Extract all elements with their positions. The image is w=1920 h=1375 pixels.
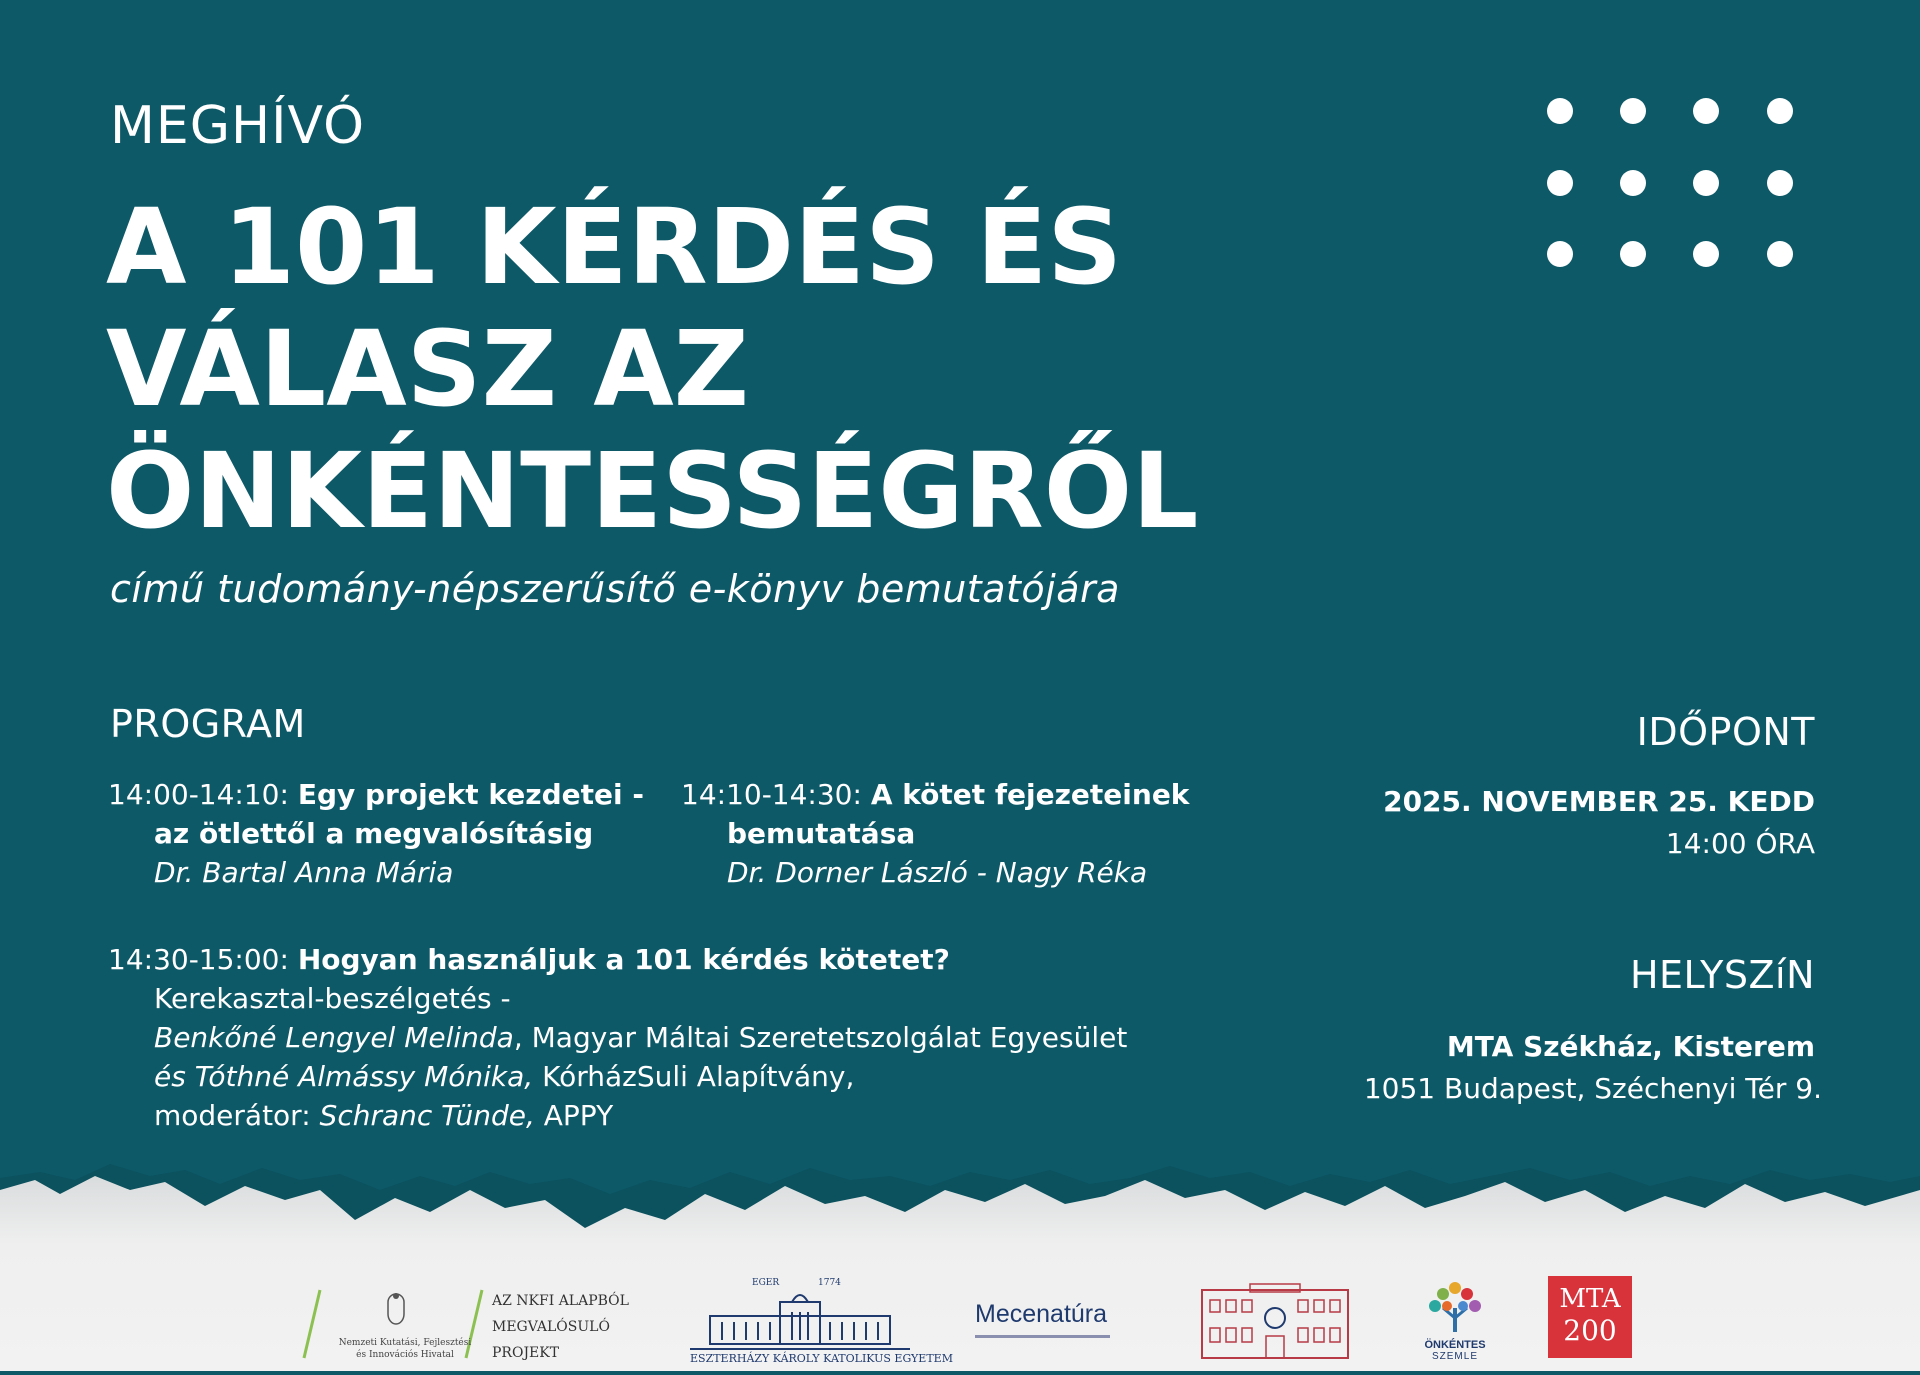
sponsor-logos <box>0 1260 1920 1371</box>
program-item-title-cont: bemutatása <box>727 817 916 850</box>
dot-decoration <box>1547 170 1573 196</box>
venue-heading: HELYSZíN <box>1629 953 1815 997</box>
dot-decoration <box>1693 241 1719 267</box>
red-building-icon <box>1200 1282 1350 1360</box>
dot-decoration <box>1620 170 1646 196</box>
heritage-building-logo <box>1200 1282 1350 1360</box>
nkfi-project-line-2: MEGVALÓSULÓ <box>492 1319 610 1335</box>
venue-address: 1051 Budapest, Széchenyi Tér 9. <box>1363 1072 1822 1105</box>
program-item-title: Hogyan használjuk a 101 kérdés kötetet? <box>297 943 950 976</box>
program-item-speaker: Dr. Dorner László - Nagy Réka <box>727 856 1148 889</box>
nkfih-name-line-2: és Innovációs Hivatal <box>356 1350 454 1360</box>
panelist-name: és Tóthné Almássy Mónika, <box>154 1060 534 1093</box>
nkfih-logo <box>300 1280 640 1370</box>
program-item-speaker: Dr. Bartal Anna Mária <box>154 856 454 889</box>
program-item-1 <box>108 775 668 892</box>
event-title <box>106 186 1198 552</box>
mecenatura-underline <box>975 1335 1110 1338</box>
szemle-word: SZEMLE <box>1431 1351 1478 1362</box>
event-subtitle: című tudomány-népszerűsítő e-könyv bemutatójára <box>110 567 1120 611</box>
moderator-label: moderátor: <box>154 1099 320 1132</box>
program-item-time: 14:10-14:30: <box>681 778 862 811</box>
onkentes-szemle-logo <box>1415 1278 1495 1370</box>
event-title-line-2: VÁLASZ AZ <box>106 308 750 430</box>
panelist-name: Benkőné Lengyel Melinda <box>154 1021 514 1054</box>
eger-label: EGER <box>752 1278 780 1288</box>
dot-grid-decoration <box>1547 98 1787 268</box>
panelist-org: KórházSuli Alapítvány, <box>533 1060 855 1093</box>
dot-decoration <box>1547 241 1573 267</box>
dot-decoration <box>1693 170 1719 196</box>
event-title-line-1: A 101 KÉRDÉS ÉS <box>106 186 1123 308</box>
nkfi-project-line-1: AZ NKFI ALAPBÓL <box>492 1293 629 1309</box>
dot-decoration <box>1767 170 1793 196</box>
program-item-3 <box>108 940 1168 1135</box>
program-item-title-cont: az ötlettől a megvalósításig <box>154 817 594 850</box>
venue-name: MTA Székház, Kisterem <box>1446 1030 1815 1063</box>
program-item-time: 14:30-15:00: <box>108 943 289 976</box>
program-heading: PROGRAM <box>110 702 306 746</box>
mta-label: MTA <box>1559 1284 1621 1314</box>
program-item-2 <box>681 775 1201 892</box>
university-building-icon <box>700 1288 900 1348</box>
onkentes-word: ÖNKÉNTES <box>1424 1339 1486 1351</box>
mta-anniversary-number: 200 <box>1563 1314 1617 1347</box>
event-title-line-3: ÖNKÉNTESSÉGRŐL <box>106 430 1199 552</box>
nkfih-name-line-1: Nemzeti Kutatási, Fejlesztési <box>338 1338 472 1348</box>
mecenatura-logo <box>975 1300 1115 1350</box>
nkfi-project-line-3: PROJEKT <box>492 1345 560 1361</box>
dot-decoration <box>1547 98 1573 124</box>
event-hour: 14:00 ÓRA <box>1665 827 1815 860</box>
university-name: ESZTERHÁZY KÁROLY KATOLIKUS EGYETEM <box>690 1348 910 1365</box>
event-date: 2025. NOVEMBER 25. KEDD <box>1383 785 1815 818</box>
founding-year: 1774 <box>818 1278 841 1288</box>
program-item-time: 14:00-14:10: <box>108 778 289 811</box>
dot-decoration <box>1693 98 1719 124</box>
invitation-kicker: MEGHÍVÓ <box>110 96 366 156</box>
moderator-org: APPY <box>534 1099 614 1132</box>
eszterhazy-university-logo <box>690 1278 953 1370</box>
panelist-org: , Magyar Máltai Szeretetszolgálat Egyesület <box>513 1021 1128 1054</box>
program-item-title: Egy projekt kezdetei - <box>297 778 644 811</box>
dot-decoration <box>1620 98 1646 124</box>
dot-decoration <box>1767 241 1793 267</box>
tree-icon <box>1425 1278 1485 1334</box>
time-heading: IDŐPONT <box>1636 710 1815 754</box>
mecenatura-wordmark: Mecenatúra <box>975 1300 1108 1328</box>
dot-decoration <box>1767 98 1793 124</box>
dot-decoration <box>1620 241 1646 267</box>
moderator-name: Schranc Tünde, <box>319 1099 535 1132</box>
program-item-title: A kötet fejezeteinek <box>870 778 1190 811</box>
program-item-format: Kerekasztal-beszélgetés - <box>154 982 511 1015</box>
mta-200-logo <box>1548 1276 1632 1358</box>
